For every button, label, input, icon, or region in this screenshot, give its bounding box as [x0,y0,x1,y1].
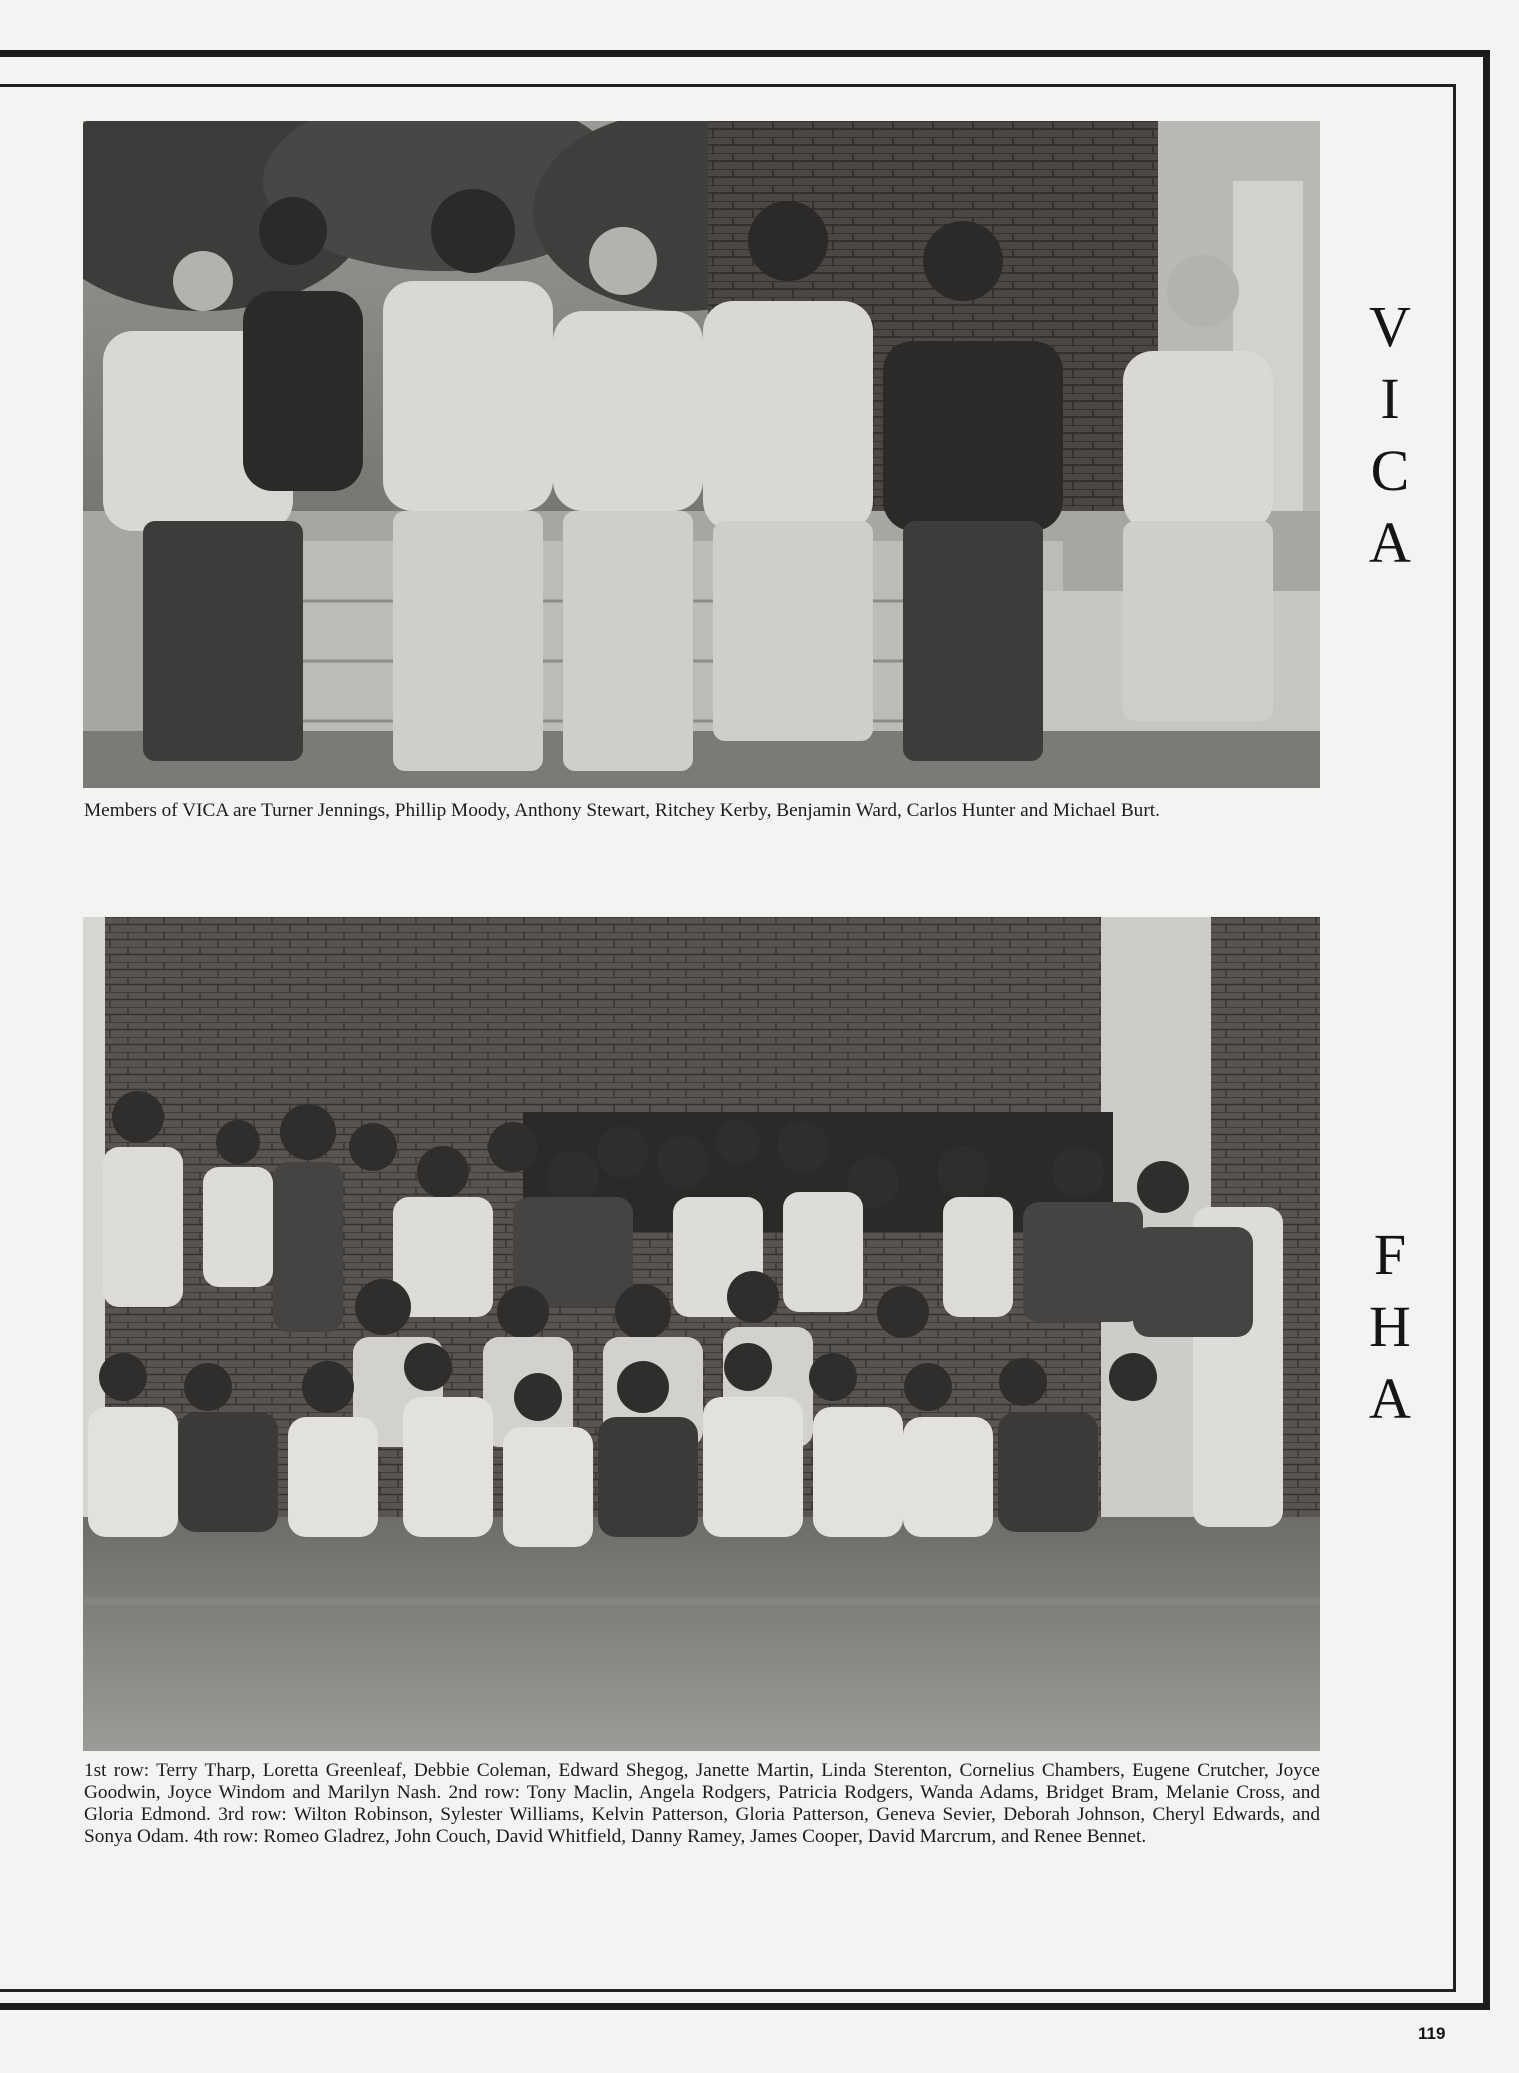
vica-title-letter: C [1370,438,1410,503]
vica-title-letter: A [1369,510,1411,575]
page-number: 119 [1418,2024,1446,2043]
vica-title-letter: I [1380,366,1400,431]
fha-title-letter: H [1369,1294,1411,1359]
vica-title-letter: V [1369,294,1411,359]
vica-photo-illustration [83,121,1320,788]
fha-caption: 1st row: Terry Tharp, Loretta Greenleaf, Debbie Coleman, Edward Shegog, Janette Martin, Linda Sterenton, Cornelius Chambers, Eugene Crutcher, Joyce Goodwin, Joyce Windom and Marilyn Nash. 2nd row: Tony Maclin, Angela Rodgers, Patricia Rodgers, Wanda Adams, Bridget Bram, Melanie Cross, and Gloria Edmond. 3rd row: Wilton Robinson, Sylester Williams, Kelvin Patterson, Gloria Patterson, Geneva Sevier, Deborah Johnson, Cheryl Edwards, and Sonya Odam. 4th row: Romeo Gladrez, John Couch, David Whitfield, Danny Ramey, James Cooper, David Marcrum, and Renee Bennet. [84,1760,1320,1847]
vica-group-photo [83,121,1320,788]
vica-caption: Members of VICA are Turner Jennings, Phillip Moody, Anthony Stewart, Ritchey Kerby, Benjamin Ward, Carlos Hunter and Michael Burt. [84,800,1160,821]
fha-title-letter: F [1373,1222,1407,1287]
fha-group-photo [83,917,1320,1751]
fha-title [1340,1219,1440,1435]
vica-title [1340,291,1440,579]
fha-photo-illustration [83,917,1320,1751]
fha-title-letter: A [1369,1366,1411,1431]
